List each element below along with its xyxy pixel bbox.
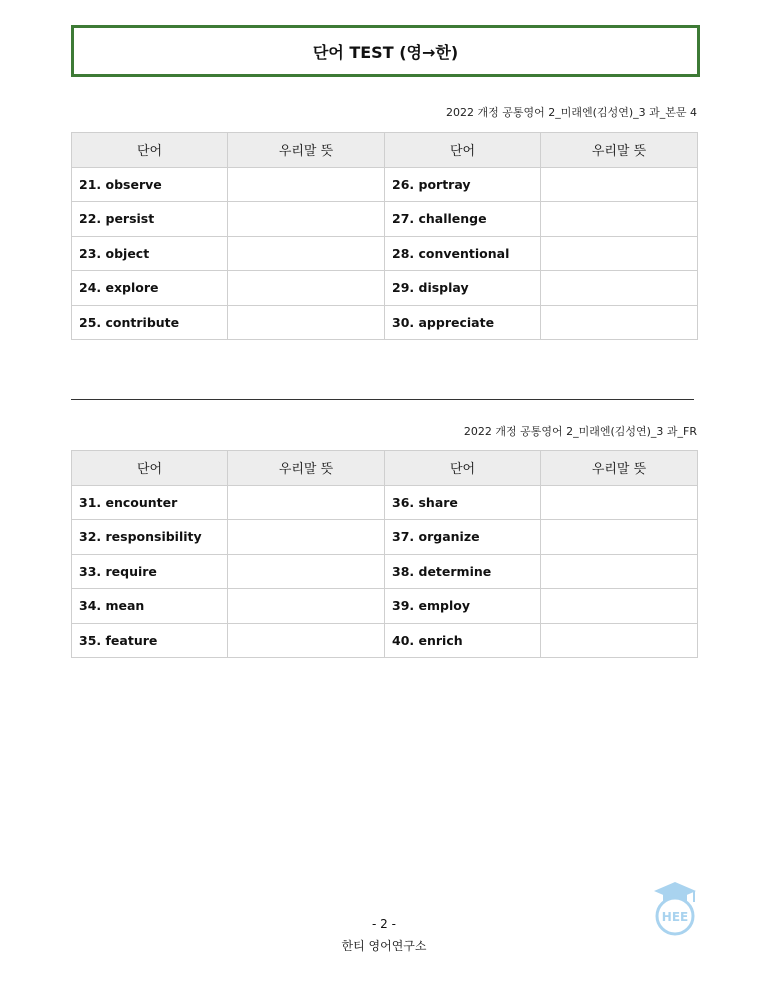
word-cell: 28. conventional	[385, 236, 541, 271]
word-cell: 26. portray	[385, 167, 541, 202]
vocab-table-2	[71, 450, 698, 658]
answer-cell[interactable]	[541, 589, 698, 624]
word-cell: 38. determine	[385, 554, 541, 589]
vocab-table-1	[71, 132, 698, 340]
answer-cell[interactable]	[541, 520, 698, 555]
table-row	[72, 554, 698, 589]
word-cell: 32. responsibility	[72, 520, 228, 555]
word-cell: 21. observe	[72, 167, 228, 202]
word-cell: 30. appreciate	[385, 305, 541, 340]
table-row	[72, 236, 698, 271]
page-number: - 2 -	[372, 917, 396, 931]
table-header-row	[72, 133, 698, 168]
answer-cell[interactable]	[228, 202, 385, 237]
word-cell: 23. object	[72, 236, 228, 271]
word-cell: 37. organize	[385, 520, 541, 555]
word-cell: 25. contribute	[72, 305, 228, 340]
header-meaning: 우리말 뜻	[228, 451, 385, 486]
section1-source: 2022 개정 공통영어 2_미래엔(김성연)_3 과_본문 4	[446, 106, 697, 119]
word-cell: 29. display	[385, 271, 541, 306]
table-row	[72, 520, 698, 555]
header-word: 단어	[385, 133, 541, 168]
answer-cell[interactable]	[541, 554, 698, 589]
answer-cell[interactable]	[228, 271, 385, 306]
answer-cell[interactable]	[228, 623, 385, 658]
word-cell: 27. challenge	[385, 202, 541, 237]
word-cell: 40. enrich	[385, 623, 541, 658]
header-word: 단어	[385, 451, 541, 486]
section-divider	[71, 399, 694, 400]
word-cell: 36. share	[385, 485, 541, 520]
footer-org: 한티 영어연구소	[341, 939, 427, 953]
header-word: 단어	[72, 133, 228, 168]
answer-cell[interactable]	[228, 305, 385, 340]
table-row	[72, 485, 698, 520]
section2-source: 2022 개정 공통영어 2_미래엔(김성연)_3 과_FR	[463, 425, 697, 438]
word-cell: 24. explore	[72, 271, 228, 306]
table-row	[72, 271, 698, 306]
answer-cell[interactable]	[541, 202, 698, 237]
page-title: 단어 TEST (영→한)	[312, 42, 459, 62]
logo-text: HEE	[661, 910, 689, 924]
answer-cell[interactable]	[541, 485, 698, 520]
table-row	[72, 167, 698, 202]
word-cell: 39. employ	[385, 589, 541, 624]
word-cell: 33. require	[72, 554, 228, 589]
table-row	[72, 623, 698, 658]
table-row	[72, 202, 698, 237]
word-cell: 35. feature	[72, 623, 228, 658]
table-row	[72, 305, 698, 340]
header-meaning: 우리말 뜻	[541, 133, 698, 168]
answer-cell[interactable]	[228, 236, 385, 271]
word-cell: 22. persist	[72, 202, 228, 237]
header-meaning: 우리말 뜻	[228, 133, 385, 168]
word-cell: 34. mean	[72, 589, 228, 624]
answer-cell[interactable]	[541, 305, 698, 340]
word-cell: 31. encounter	[72, 485, 228, 520]
answer-cell[interactable]	[541, 623, 698, 658]
answer-cell[interactable]	[541, 236, 698, 271]
header-word: 단어	[72, 451, 228, 486]
answer-cell[interactable]	[541, 271, 698, 306]
answer-cell[interactable]	[541, 167, 698, 202]
answer-cell[interactable]	[228, 554, 385, 589]
page-title-box	[71, 25, 700, 77]
answer-cell[interactable]	[228, 167, 385, 202]
answer-cell[interactable]	[228, 520, 385, 555]
header-meaning: 우리말 뜻	[541, 451, 698, 486]
table-row	[72, 589, 698, 624]
answer-cell[interactable]	[228, 485, 385, 520]
table-header-row	[72, 451, 698, 486]
answer-cell[interactable]	[228, 589, 385, 624]
hee-logo-icon	[648, 880, 702, 936]
